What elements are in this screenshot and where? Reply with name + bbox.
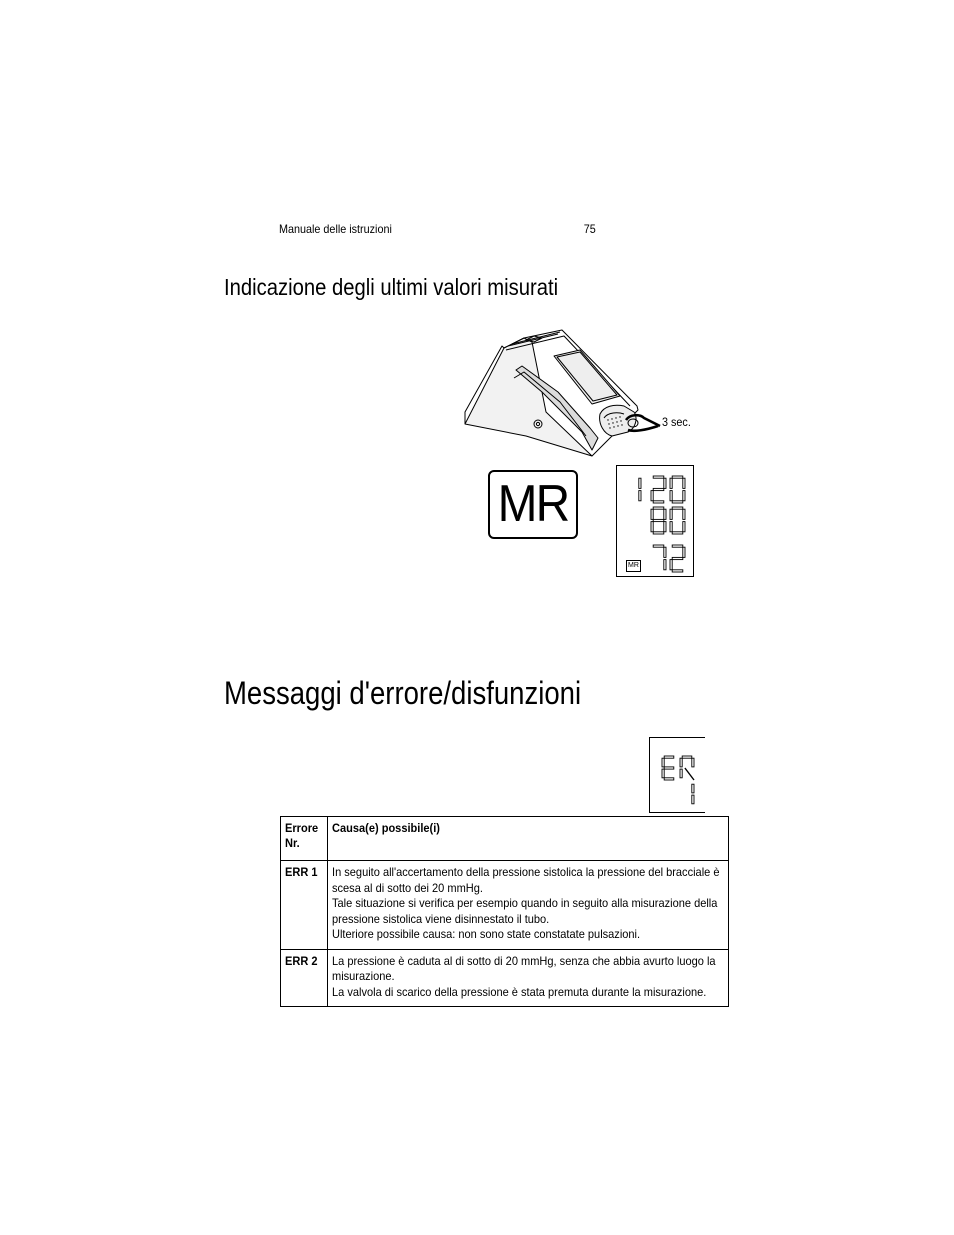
systolic-digit: [670, 476, 685, 503]
memory-recall-button-symbol: [488, 470, 578, 539]
section-title-last-values: Indicazione degli ultimi valori misurati: [224, 274, 559, 300]
cause-line: La valvola di scarico della pressione è stata premuta durante la misurazione.: [332, 984, 707, 999]
cause-line: In seguito all'accertamento della pressione sistolica la pressione del bracciale è scesa al di sotto dei 20 mmHg.: [332, 865, 720, 895]
error-letter: [680, 756, 694, 780]
error-code: ERR 1: [281, 861, 328, 950]
column-header-error-nr: Errore Nr.: [281, 817, 328, 861]
memory-recall-label: MR: [497, 475, 569, 533]
manual-title: Manuale delle istruzioni: [279, 222, 392, 236]
diastolic-digit: [670, 507, 685, 534]
blood-pressure-monitor-illustration: [462, 326, 662, 458]
cause-line: La pressione è caduta al di sotto di 20 mmHg, senza che abbia avurto luogo la misurazione.: [332, 953, 716, 983]
table-header-row: [281, 817, 729, 861]
error-cause: [328, 949, 729, 1007]
error-digit: [692, 784, 694, 804]
cause-line: Ulteriore possibile causa: non sono state constatate pulsazioni.: [332, 927, 641, 941]
table-row: [281, 949, 729, 1007]
error-code: ERR 2: [281, 949, 328, 1007]
hold-duration-label: 3 sec.: [662, 415, 691, 429]
section-title-errors: Messaggi d'errore/disfunzioni: [224, 675, 582, 711]
column-header-cause: Causa(e) possibile(i): [328, 817, 729, 861]
diastolic-digit: [651, 507, 666, 534]
systolic-digit: [651, 476, 666, 503]
table-row: [281, 861, 729, 950]
systolic-digit: [639, 478, 641, 501]
lcd-display-error: [649, 737, 705, 813]
error-cause: [328, 861, 729, 950]
page-number: 75: [583, 222, 596, 236]
lcd-display-last-values: [616, 465, 694, 577]
error-lcd-digits: [650, 738, 705, 812]
error-table: [280, 816, 729, 1007]
running-header: [279, 222, 596, 236]
error-letter: [662, 756, 674, 780]
pulse-digit: [670, 545, 685, 572]
memory-indicator-icon: MR: [626, 560, 641, 572]
pulse-digit: [653, 545, 666, 570]
cause-line: Tale situazione si verifica per esempio quando in seguito alla misurazione della pressione sistolica viene disinnestato il tubo.: [332, 896, 718, 926]
